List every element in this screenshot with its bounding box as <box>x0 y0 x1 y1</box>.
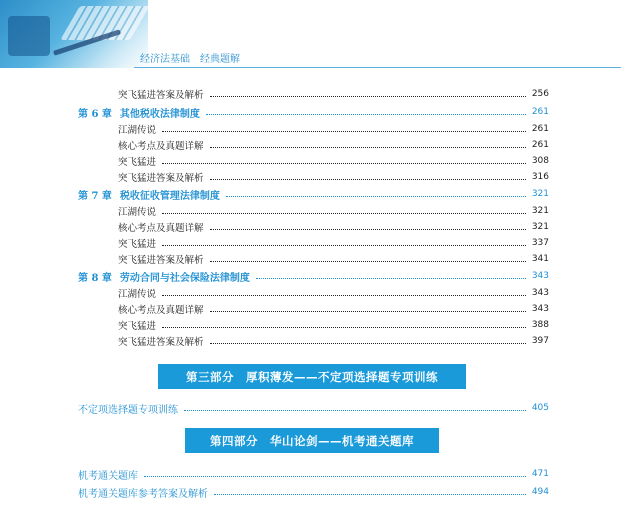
toc-entry-page: 494 <box>531 487 549 497</box>
chapter-page: 261 <box>531 107 549 117</box>
chapter-number: 第 7 章 <box>78 190 112 202</box>
leader-dots <box>210 229 526 230</box>
leader-dots <box>226 196 526 197</box>
leader-dots <box>206 114 526 115</box>
toc-entry-label: 突飞猛进 <box>118 321 157 332</box>
toc-entry[interactable] <box>0 251 549 267</box>
toc-entry[interactable] <box>0 235 549 251</box>
toc-entry-part-3[interactable] <box>0 400 549 416</box>
leader-dots <box>162 163 526 164</box>
chapter-page: 343 <box>531 271 549 281</box>
toc-entry-part-4[interactable] <box>0 484 549 500</box>
chapter-title: 劳动合同与社会保险法律制度 <box>119 272 250 284</box>
toc-entry[interactable] <box>0 333 549 349</box>
leader-dots <box>214 494 526 495</box>
toc-entry[interactable] <box>0 137 549 153</box>
toc-entry-page: 256 <box>531 89 549 99</box>
toc-chapter-6[interactable] <box>0 104 549 120</box>
toc-entry-label: 核心考点及真题详解 <box>118 305 204 316</box>
leader-dots <box>210 96 526 97</box>
running-header <box>140 50 240 65</box>
toc-entry-label: 江湖传说 <box>118 207 157 218</box>
leader-dots <box>210 147 526 148</box>
toc-chapter-8[interactable] <box>0 268 549 284</box>
toc-entry-page: 341 <box>531 254 549 264</box>
toc-entry[interactable] <box>0 317 549 333</box>
series-title: 经典题解 <box>200 54 240 65</box>
toc-entry-label: 江湖传说 <box>118 125 157 136</box>
leader-dots <box>162 245 526 246</box>
toc-entry-page: 343 <box>531 288 549 298</box>
toc-entry-label: 突飞猛进答案及解析 <box>118 337 204 348</box>
part-3-banner: 第三部分 厚积薄发——不定项选择题专项训练 <box>158 364 466 389</box>
toc-entry-label: 突飞猛进 <box>118 157 157 168</box>
toc-entry[interactable] <box>0 301 549 317</box>
leader-dots <box>162 295 526 296</box>
leader-dots <box>144 476 526 477</box>
toc-entry[interactable] <box>0 86 549 102</box>
toc-entry-page: 261 <box>531 124 549 134</box>
toc-entry-page: 308 <box>531 156 549 166</box>
toc-entry[interactable] <box>0 121 549 137</box>
toc-entry-page: 337 <box>531 238 549 248</box>
toc-entry-page: 261 <box>531 140 549 150</box>
toc-entry-label: 核心考点及真题详解 <box>118 141 204 152</box>
toc-entry-page: 321 <box>531 206 549 216</box>
toc-entry-label: 机考通关题库 <box>78 470 138 482</box>
toc-entry[interactable] <box>0 153 549 169</box>
toc-entry-label: 突飞猛进 <box>118 239 157 250</box>
chapter-title: 税收征收管理法律制度 <box>119 190 220 202</box>
toc-entry-label: 不定项选择题专项训练 <box>78 404 178 416</box>
leader-dots <box>256 278 526 279</box>
toc-entry-label: 机考通关题库参考答案及解析 <box>78 488 208 500</box>
book-title: 经济法基础 <box>140 54 190 65</box>
leader-dots <box>184 410 526 411</box>
header-rule <box>134 67 621 68</box>
header-illustration <box>0 0 148 68</box>
toc-entry-label: 突飞猛进答案及解析 <box>118 255 204 266</box>
toc-entry-page: 405 <box>531 403 549 413</box>
toc-entry[interactable] <box>0 169 549 185</box>
toc-entry-page: 343 <box>531 304 549 314</box>
toc-entry-label: 突飞猛进答案及解析 <box>118 173 204 184</box>
toc-chapter-7[interactable] <box>0 186 549 202</box>
toc-entry-page: 397 <box>531 336 549 346</box>
toc-entry-page: 388 <box>531 320 549 330</box>
toc-entry-part-4[interactable] <box>0 466 549 482</box>
chapter-page: 321 <box>531 189 549 199</box>
leader-dots <box>210 311 526 312</box>
toc-entry-label: 核心考点及真题详解 <box>118 223 204 234</box>
toc-entry-page: 321 <box>531 222 549 232</box>
part-4-banner: 第四部分 华山论剑——机考通关题库 <box>185 428 439 453</box>
toc-entry-page: 471 <box>531 469 549 479</box>
leader-dots <box>210 261 526 262</box>
leader-dots <box>162 327 526 328</box>
toc-entry-label: 江湖传说 <box>118 289 157 300</box>
chapter-number: 第 6 章 <box>78 108 112 120</box>
toc-entry[interactable] <box>0 203 549 219</box>
leader-dots <box>210 179 526 180</box>
toc-entry-label: 突飞猛进答案及解析 <box>118 90 204 101</box>
chapter-number: 第 8 章 <box>78 272 112 284</box>
toc-entry[interactable] <box>0 285 549 301</box>
leader-dots <box>210 343 526 344</box>
leader-dots <box>162 131 526 132</box>
leader-dots <box>162 213 526 214</box>
toc-entry[interactable] <box>0 219 549 235</box>
calculator-icon <box>8 16 50 56</box>
toc-entry-page: 316 <box>531 172 549 182</box>
chapter-title: 其他税收法律制度 <box>119 108 200 120</box>
